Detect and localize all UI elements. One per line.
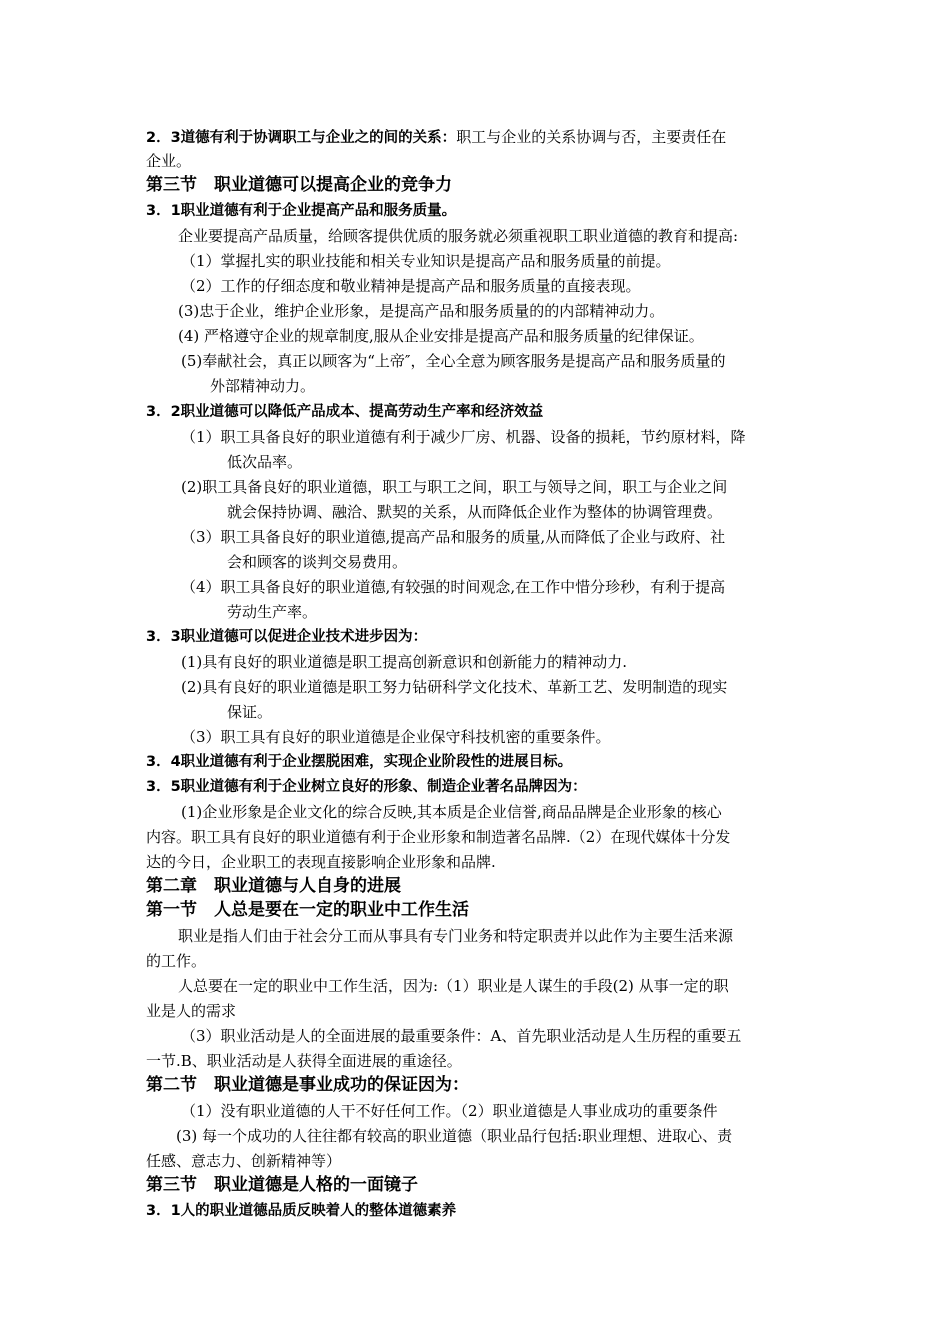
section-heading: 2．3道德有利于协调职工与企业之的间的关系：: [146, 130, 457, 146]
subsection-heading: 3．1职业道德有利于企业提高产品和服务质量。: [146, 203, 457, 219]
list-item: (3)忠于企业，维护企业形象，是提高产品和服务质量的的内部精神动力。: [178, 302, 665, 320]
list-item: （1）掌握扎实的职业技能和相关专业知识是提高产品和服务质量的前提。: [181, 252, 671, 270]
paragraph-line: 2．3道德有利于协调职工与企业之的间的关系：职工与企业的关系协调与否，主要责任在: [146, 128, 727, 146]
chapter-title: 第二章 职业道德与人自身的进展: [146, 876, 401, 896]
subsection-heading: 3．3职业道德可以促进企业技术进步因为：: [146, 629, 428, 645]
list-item: (5)奉献社会，真正以顾客为“上帝″，全心全意为顾客服务是提高产品和服务质量的: [181, 352, 726, 370]
list-item-continuation: 就会保持协调、融洽、默契的关系，从而降低企业作为整体的协调管理费。: [227, 503, 723, 521]
list-item: （3）职工具备良好的职业道德,提高产品和服务的质量,从而降低了企业与政府、社: [181, 528, 726, 546]
section-title: 第一节 人总是要在一定的职业中工作生活: [146, 900, 469, 920]
subsection-heading: 3．4职业道德有利于企业摆脱困难，实现企业阶段性的进展目标。: [146, 754, 573, 770]
paragraph-line: 企业。: [146, 152, 192, 170]
subsection-heading: 3．5职业道德有利于企业树立良好的形象、制造企业著名品牌因为：: [146, 779, 587, 795]
paragraph-line: 职业是指人们由于社会分工而从事具有专门业务和特定职责并以此作为主要生活来源: [178, 927, 734, 945]
paragraph-line: 的工作。: [146, 952, 207, 970]
subsection-heading: 3．2职业道德可以降低产品成本、提高劳动生产率和经济效益: [146, 404, 544, 420]
section-title: 第三节 职业道德是人格的一面镜子: [146, 1175, 418, 1195]
paragraph-line: 一节.B、职业活动是人获得全面进展的重途径。: [146, 1052, 462, 1070]
paragraph-line: 业是人的需求: [146, 1002, 237, 1020]
list-item-continuation: 劳动生产率。: [227, 603, 318, 621]
list-item: (2)职工具备良好的职业道德，职工与职工之间，职工与领导之间，职工与企业之间: [181, 478, 728, 496]
paragraph-line: 内容。职工具有良好的职业道德有利于企业形象和制造著名品牌.（2）在现代媒体十分发: [146, 828, 731, 846]
list-item-continuation: 会和顾客的谈判交易费用。: [227, 553, 408, 571]
list-item: (2)具有良好的职业道德是职工努力钻研科学文化技术、革新工艺、发明制造的现实: [181, 678, 728, 696]
paragraph-line: (1)企业形象是企业文化的综合反映,其本质是企业信誉,商品品牌是企业形象的核心: [181, 803, 722, 821]
paragraph-line: （3）职业活动是人的全面进展的最重要条件：A、首先职业活动是人生历程的重要五: [181, 1027, 742, 1045]
list-item: （1）职工具备良好的职业道德有利于减少厂房、机器、设备的损耗，节约原材料，降: [181, 428, 746, 446]
paragraph-line: 任感、意志力、创新精神等）: [146, 1152, 342, 1170]
section-title: 第三节 职业道德可以提高企业的竞争力: [146, 175, 452, 195]
paragraph-line: 达的今日，企业职工的表现直接影响企业形象和品牌.: [146, 853, 496, 871]
subsection-heading: 3．1人的职业道德品质反映着人的整体道德素养: [146, 1203, 457, 1219]
list-item: (4) 严格遵守企业的规章制度,服从企业安排是提高产品和服务质量的纪律保证。: [178, 327, 704, 345]
paragraph-line: 企业要提高产品质量，给顾客提供优质的服务就必须重视职工职业道德的教育和提高:: [178, 227, 739, 245]
list-item-continuation: 外部精神动力。: [210, 377, 316, 395]
list-item: （2）工作的仔细态度和敬业精神是提高产品和服务质量的直接表现。: [181, 277, 641, 295]
list-item: （4）职工具备良好的职业道德,有较强的时间观念,在工作中惜分珍秒，有利于提高: [181, 578, 726, 596]
paragraph-line: (3) 每一个成功的人往往都有较高的职业道德（职业品行包括:职业理想、进取心、责: [176, 1127, 733, 1145]
list-item-continuation: 低次品率。: [227, 453, 303, 471]
section-title: 第二节 职业道德是事业成功的保证因为：: [146, 1075, 469, 1095]
list-item-continuation: 保证。: [227, 703, 273, 721]
paragraph-line: 人总要在一定的职业中工作生活，因为:（1）职业是人谋生的手段(2) 从事一定的职: [178, 977, 729, 995]
list-item: （3）职工具有良好的职业道德是企业保守科技机密的重要条件。: [181, 728, 611, 746]
paragraph-line: （1）没有职业道德的人干不好任何工作。（2）职业道德是人事业成功的重要条件: [181, 1102, 718, 1120]
list-item: (1)具有良好的职业道德是职工提高创新意识和创新能力的精神动力.: [181, 653, 628, 671]
